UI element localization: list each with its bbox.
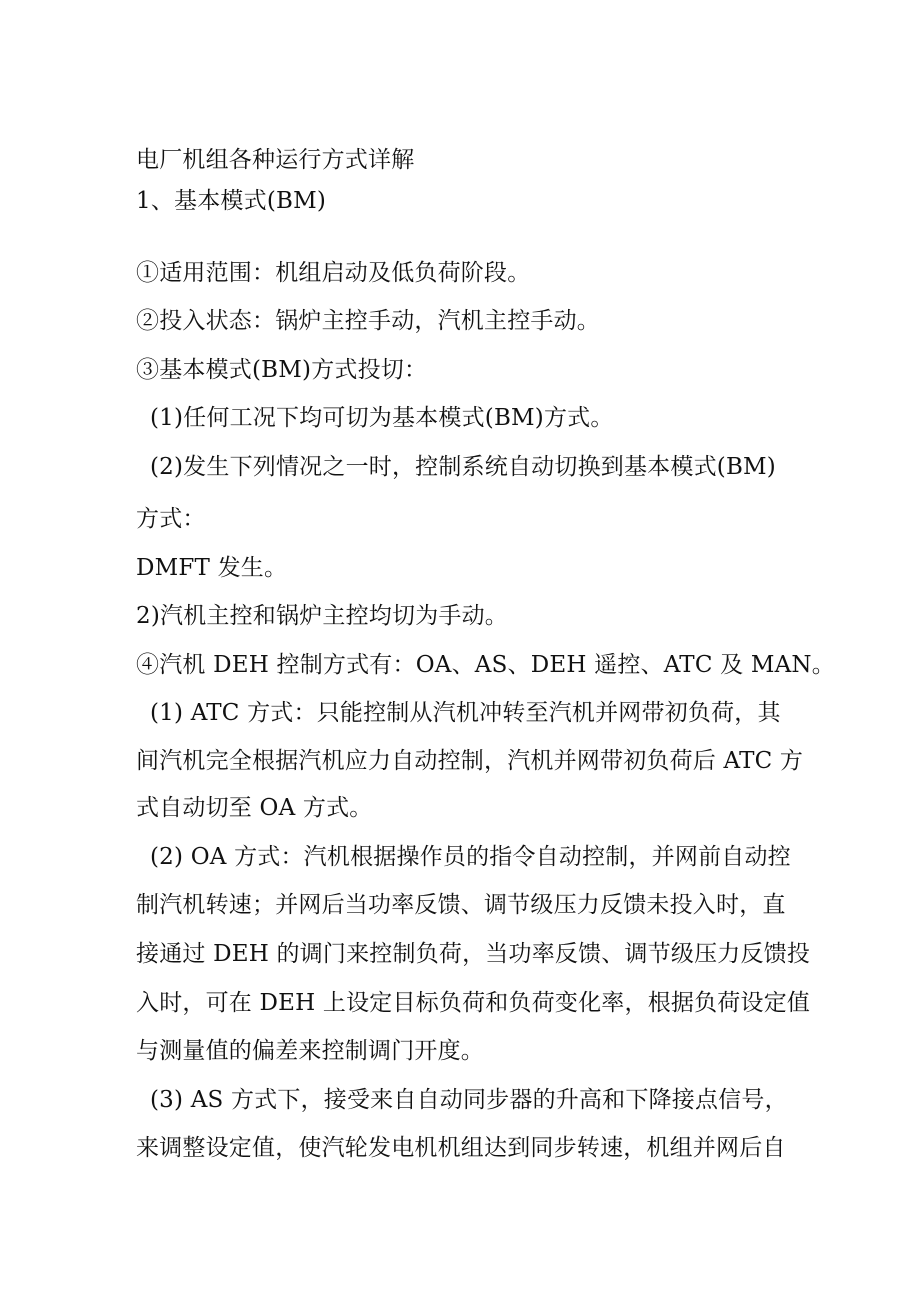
paragraph: ①适用范围：机组启动及低负荷阶段。	[136, 260, 531, 286]
paragraph-line: 间汽机完全根据汽机应力自动控制，汽机并网带初负荷后 ATC 方	[136, 748, 804, 774]
paragraph: ②投入状态：锅炉主控手动，汽机主控手动。	[136, 308, 600, 334]
paragraph-line: (2) OA 方式：汽机根据操作员的指令自动控制，并网前自动控	[150, 844, 791, 870]
paragraph-line: (2)发生下列情况之一时，控制系统自动切换到基本模式(BM)	[150, 454, 776, 480]
paragraph: (1)任何工况下均可切为基本模式(BM)方式。	[150, 405, 614, 431]
paragraph-line: 方式：	[136, 506, 206, 532]
paragraph: 2)汽机主控和锅炉主控均切为手动。	[136, 603, 509, 629]
paragraph-line: 式自动切至 OA 方式。	[136, 795, 373, 821]
section-heading: 1、基本模式(BM)	[136, 188, 327, 214]
paragraph-line: (1) ATC 方式：只能控制从汽机冲转至汽机并网带初负荷，其	[150, 700, 781, 726]
paragraph-line: 制汽机转速；并网后当功率反馈、调节级压力反馈未投入时，直	[136, 892, 786, 918]
paragraph-line: 接通过 DEH 的调门来控制负荷，当功率反馈、调节级压力反馈投	[136, 941, 811, 967]
paragraph: ④汽机 DEH 控制方式有：OA、AS、DEH 遥控、ATC 及 MAN。	[136, 652, 835, 678]
paragraph: ③基本模式(BM)方式投切：	[136, 357, 428, 383]
paragraph: DMFT 发生。	[136, 555, 288, 581]
paragraph-line: 入时，可在 DEH 上设定目标负荷和负荷变化率，根据负荷设定值	[136, 990, 811, 1016]
paragraph-line: 来调整设定值，使汽轮发电机机组达到同步转速，机组并网后自	[136, 1135, 786, 1161]
paragraph-line: (3) AS 方式下，接受来自自动同步器的升高和下降接点信号，	[150, 1087, 788, 1113]
paragraph-line: 与测量值的偏差来控制调门开度。	[136, 1038, 484, 1064]
document-title: 电厂机组各种运行方式详解	[136, 147, 415, 173]
